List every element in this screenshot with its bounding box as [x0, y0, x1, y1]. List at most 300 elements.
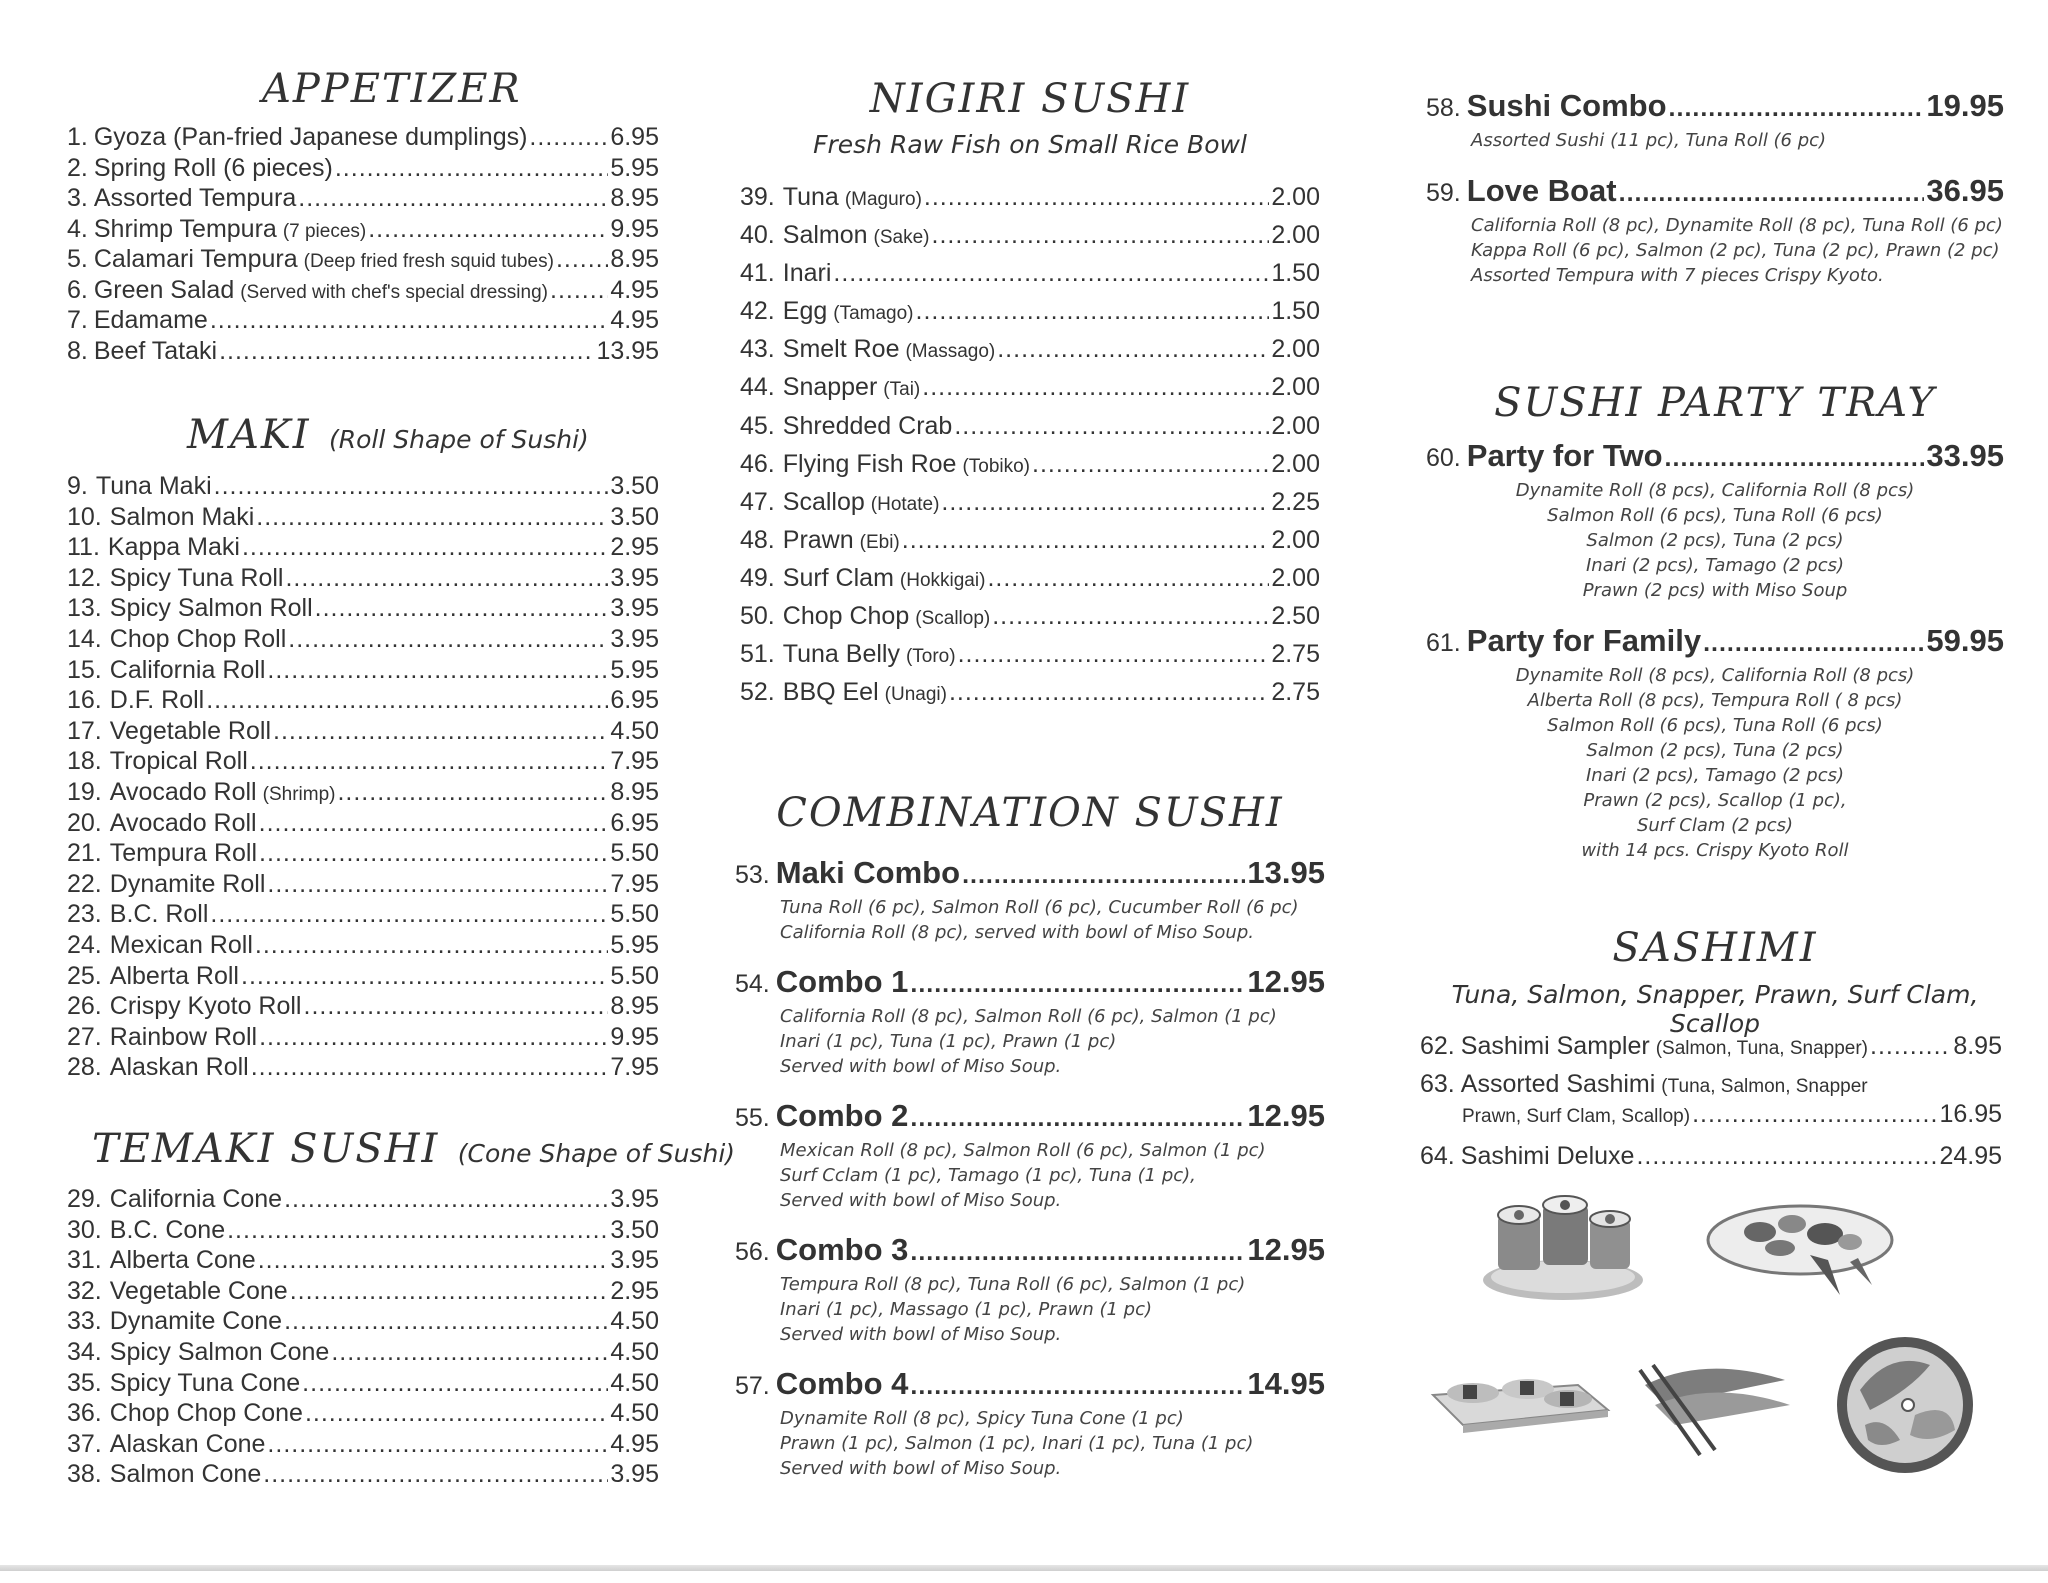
- menu-item: [740, 221, 1320, 259]
- item-number: 1.: [67, 123, 88, 151]
- item-number: 63.: [1420, 1070, 1455, 1098]
- item-number: 21.: [67, 839, 102, 868]
- item-name: Shredded Crab: [782, 411, 953, 440]
- item-number: 37.: [67, 1429, 102, 1458]
- combo-header: [1426, 438, 2004, 474]
- item-leader-dots: [214, 472, 609, 501]
- item-description: [1426, 478, 2004, 603]
- sashimi-title: SASHIMI: [1612, 925, 1818, 971]
- combo-header: [735, 1232, 1325, 1268]
- item-price: 16.95: [1939, 1100, 2002, 1128]
- menu-item: [67, 686, 659, 717]
- item-leader-dots: [256, 503, 608, 532]
- item-name: Party for Family: [1466, 623, 1702, 658]
- menu-item: [67, 1246, 659, 1277]
- item-price: 3.95: [610, 1185, 659, 1213]
- menu-item: [67, 962, 659, 993]
- item-price: 12.95: [1247, 964, 1325, 999]
- menu-item: [740, 602, 1320, 640]
- item-price: 3.95: [610, 594, 659, 623]
- item-number: 62.: [1420, 1032, 1455, 1060]
- item-leader-dots: [219, 337, 594, 366]
- item-leader-dots: [992, 602, 1269, 631]
- item-leader-dots: [833, 259, 1269, 288]
- nigiri-board-icon: [1428, 1355, 1613, 1445]
- item-number: 40.: [740, 221, 775, 250]
- item-name: California Roll: [109, 655, 266, 684]
- item-number: 38.: [67, 1460, 102, 1489]
- item-price: 4.50: [610, 1307, 659, 1336]
- item-leader-dots: [910, 1372, 1245, 1401]
- item-price: 2.75: [1271, 678, 1320, 707]
- temaki-list: [67, 1185, 659, 1491]
- menu-item: [67, 472, 659, 503]
- menu-item: [67, 564, 659, 595]
- item-leader-dots: [284, 1307, 608, 1336]
- description-line: Kappa Roll (6 pc), Salmon (2 pc), Tuna (2 pc), Prawn (2 pc): [1471, 240, 2000, 261]
- item-name: Rainbow Roll: [109, 1022, 258, 1051]
- item-leader-dots: [910, 970, 1245, 999]
- item-note: (Maguro): [844, 189, 922, 210]
- item-price: 59.95: [1926, 623, 2004, 658]
- item-name: B.C. Roll: [109, 900, 209, 929]
- item-number: 22.: [67, 869, 102, 898]
- maki-heading: [187, 412, 589, 458]
- item-name: Love Boat: [1466, 173, 1617, 208]
- description-line: Dynamite Roll (8 pcs), California Roll (8 pcs): [1515, 665, 1915, 686]
- item-price: 4.95: [610, 275, 659, 304]
- item-leader-dots: [251, 1053, 609, 1082]
- item-leader-dots: [227, 1216, 608, 1245]
- item-number: 29.: [67, 1185, 102, 1213]
- item-price: 1.50: [1271, 297, 1320, 326]
- description-line: Served with bowl of Miso Soup.: [780, 1190, 1062, 1211]
- item-number: 27.: [67, 1022, 102, 1051]
- menu-item: [740, 183, 1320, 221]
- menu-item: [67, 1338, 659, 1369]
- menu-item: [740, 526, 1320, 564]
- item-name: Tuna Maki: [95, 472, 212, 500]
- item-price: 4.95: [610, 306, 659, 334]
- description-line: Salmon (2 pcs), Tuna (2 pcs): [1586, 530, 1844, 551]
- item-number: 34.: [67, 1337, 102, 1366]
- item-number: 6.: [67, 275, 88, 304]
- item-number: 24.: [67, 930, 102, 959]
- appetizer-list: [67, 123, 659, 367]
- description-line: with 14 pcs. Crispy Kyoto Roll: [1581, 840, 1849, 861]
- menu-item: [67, 245, 659, 276]
- item-leader-dots: [210, 900, 608, 929]
- description-line: Served with bowl of Miso Soup.: [780, 1056, 1062, 1077]
- menu-item: [740, 373, 1320, 411]
- item-leader-dots: [941, 488, 1269, 517]
- item-description: [735, 1004, 1325, 1079]
- item-price: 2.00: [1271, 373, 1320, 402]
- menu-item: [67, 1185, 659, 1216]
- item-number: 36.: [67, 1399, 102, 1428]
- item-number: 49.: [740, 563, 775, 592]
- item-name: Sushi Combo: [1466, 88, 1667, 123]
- item-name: Shrimp Tempura: [93, 214, 277, 243]
- item-number: 53.: [735, 861, 770, 889]
- item-number: 8.: [67, 336, 88, 365]
- item-name: Beef Tataki: [93, 336, 218, 365]
- item-leader-dots: [259, 1023, 608, 1052]
- item-price: 3.95: [610, 1246, 659, 1275]
- item-number: 4.: [67, 214, 88, 243]
- item-note: (Sake): [873, 227, 930, 249]
- item-price: 5.50: [610, 900, 659, 929]
- combo-header: [735, 964, 1325, 1000]
- item-note: (Deep fried fresh squid tubes): [303, 251, 554, 272]
- item-number: 19.: [67, 777, 102, 806]
- item-note: (Served with chef's special dressing): [240, 281, 548, 303]
- item-price: 3.50: [610, 1215, 659, 1244]
- nigiri-list: [740, 183, 1320, 716]
- menu-item: [67, 123, 659, 154]
- item-leader-dots: [335, 154, 608, 183]
- item-name: Tropical Roll: [109, 747, 248, 776]
- item-note: (Shrimp): [262, 783, 336, 805]
- item-price: 1.50: [1271, 259, 1320, 288]
- description-line: Alberta Roll (8 pcs), Tempura Roll ( 8 pcs): [1527, 690, 1903, 711]
- menu-item: [67, 1023, 659, 1054]
- description-line: Salmon Roll (6 pcs), Tuna Roll (6 pcs): [1547, 505, 1883, 526]
- description-line: Assorted Tempura with 7 pieces Crispy Kyoto.: [1471, 265, 1884, 286]
- item-name: BBQ Eel: [782, 678, 879, 707]
- item-name: Surf Clam: [782, 563, 894, 592]
- combo-item: [1426, 88, 2004, 153]
- temaki-title: TEMAKI SUSHI: [92, 1126, 440, 1172]
- description-line: Salmon Roll (6 pcs), Tuna Roll (6 pcs): [1547, 715, 1883, 736]
- description-line: Dynamite Roll (8 pcs), California Roll (8 pcs): [1515, 480, 1915, 501]
- item-price: 4.50: [610, 1368, 659, 1397]
- combo-item: [735, 964, 1325, 1079]
- item-note: (Scallop): [915, 608, 991, 630]
- menu-item: [67, 992, 659, 1023]
- item-name: Alaskan Cone: [109, 1429, 266, 1458]
- menu-item: [67, 747, 659, 778]
- item-leader-dots: [1665, 444, 1925, 473]
- item-leader-dots: [285, 564, 608, 593]
- item-leader-dots: [1870, 1032, 1951, 1061]
- item-price: 8.95: [610, 992, 659, 1021]
- item-number: 42.: [740, 297, 775, 326]
- menu-item: [67, 1277, 659, 1308]
- item-name: Dynamite Cone: [109, 1307, 283, 1336]
- party-title: SUSHI PARTY TRAY: [1494, 380, 1936, 426]
- combo-item: [735, 1232, 1325, 1347]
- item-name: Tuna: [782, 183, 839, 211]
- item-price: 2.95: [610, 1276, 659, 1305]
- menu-item: [67, 1430, 659, 1461]
- combo-header: [1426, 623, 2004, 659]
- sushi-platter-icon: [1700, 1180, 1900, 1305]
- item-note: (Toro): [905, 646, 956, 668]
- item-number: 61.: [1426, 629, 1461, 657]
- item-price: 6.95: [610, 123, 659, 151]
- menu-item: [67, 1399, 659, 1430]
- menu-item: [740, 259, 1320, 297]
- menu-item: [67, 276, 659, 307]
- item-number: 25.: [67, 961, 102, 990]
- menu-item: [740, 678, 1320, 716]
- item-leader-dots: [288, 625, 608, 654]
- description-line: Surf Cclam (1 pc), Tamago (1 pc), Tuna (1 pc),: [780, 1165, 1196, 1186]
- item-leader-dots: [241, 962, 608, 991]
- item-number: 11.: [67, 533, 100, 562]
- menu-item: [67, 1369, 659, 1400]
- item-number: 48.: [740, 525, 775, 554]
- description-line: Tempura Roll (8 pc), Tuna Roll (6 pc), Salmon (1 pc): [780, 1274, 1246, 1295]
- item-description: [1426, 213, 2004, 288]
- specials-list: [1426, 88, 2004, 308]
- combo-item: [1426, 173, 2004, 288]
- item-leader-dots: [550, 276, 608, 305]
- item-name: Spicy Tuna Cone: [109, 1368, 301, 1397]
- item-description: [735, 1138, 1325, 1213]
- item-leader-dots: [273, 717, 608, 746]
- menu-item: [67, 931, 659, 962]
- item-leader-dots: [958, 640, 1270, 669]
- item-number: 44.: [740, 373, 775, 402]
- item-price: 4.95: [610, 1429, 659, 1458]
- item-number: 23.: [67, 900, 102, 929]
- item-name: Vegetable Cone: [109, 1276, 288, 1305]
- item-price: 2.25: [1271, 487, 1320, 516]
- item-number: 58.: [1426, 94, 1461, 122]
- item-number: 5.: [67, 245, 88, 273]
- item-price: 5.95: [610, 930, 659, 959]
- item-number: 17.: [67, 716, 102, 745]
- item-price: 8.95: [1953, 1032, 2002, 1060]
- item-note: (Ebi): [859, 531, 900, 553]
- item-name: Vegetable Roll: [109, 716, 271, 745]
- assorted-line-2: [1420, 1100, 2002, 1134]
- menu-item: [740, 412, 1320, 450]
- description-line: Inari (2 pcs), Tamago (2 pcs): [1585, 555, 1844, 576]
- item-number: 16.: [67, 686, 102, 715]
- item-leader-dots: [305, 1399, 608, 1428]
- item-name: Party for Two: [1466, 438, 1663, 473]
- item-price: 4.50: [610, 1337, 659, 1366]
- item-number: 45.: [740, 411, 775, 440]
- item-price: 3.95: [610, 624, 659, 653]
- item-name: Avocado Roll: [109, 808, 257, 837]
- item-price: 3.50: [610, 502, 659, 531]
- item-price: 13.95: [1247, 855, 1325, 890]
- sashimi-subtitle: Tuna, Salmon, Snapper, Prawn, Surf Clam, Scallop: [1451, 980, 1979, 1038]
- item-name: Alberta Cone: [109, 1246, 256, 1275]
- item-number: 31.: [67, 1246, 102, 1275]
- item-number: 51.: [740, 640, 775, 669]
- item-price: 8.95: [610, 777, 659, 806]
- item-leader-dots: [304, 992, 609, 1021]
- item-leader-dots: [1619, 179, 1925, 208]
- item-name: Snapper: [782, 373, 878, 402]
- item-number: 10.: [67, 502, 102, 531]
- item-name: Combo 4: [775, 1366, 909, 1401]
- item-name: Spicy Tuna Roll: [109, 563, 284, 592]
- item-name: Chop Chop Roll: [109, 624, 287, 653]
- item-price: 8.95: [610, 184, 659, 212]
- item-leader-dots: [556, 245, 608, 274]
- item-leader-dots: [263, 1460, 608, 1489]
- item-name: Tempura Roll: [109, 839, 258, 868]
- menu-item: [740, 297, 1320, 335]
- item-name: Chop Chop Cone: [109, 1399, 303, 1428]
- item-price: 2.00: [1271, 525, 1320, 554]
- maki-title: MAKI: [187, 412, 311, 458]
- item-price: 5.95: [610, 153, 659, 182]
- item-number: 26.: [67, 992, 102, 1021]
- description-line: Inari (2 pcs), Tamago (2 pcs): [1585, 765, 1844, 786]
- menu-item: [67, 839, 659, 870]
- item-price: 7.95: [610, 747, 659, 776]
- item-number: 55.: [735, 1104, 770, 1132]
- item-leader-dots: [337, 778, 608, 807]
- description-line: Served with bowl of Miso Soup.: [780, 1458, 1062, 1479]
- item-number: 13.: [67, 594, 102, 623]
- description-line: California Roll (8 pc), Dynamite Roll (8 pc), Tuna Roll (6 pc): [1471, 215, 2003, 236]
- item-name: Kappa Maki: [107, 533, 240, 562]
- menu-item: [67, 1307, 659, 1338]
- item-price: 6.95: [610, 686, 659, 715]
- menu-item-assorted: [1420, 1070, 2002, 1142]
- assorted-line-1: [1420, 1070, 2002, 1100]
- item-description: [1426, 663, 2004, 863]
- prawn-chopsticks-icon: [1625, 1350, 1800, 1460]
- combination-title: COMBINATION SUSHI: [776, 790, 1284, 836]
- item-price: 2.00: [1271, 335, 1320, 364]
- item-price: 2.00: [1271, 563, 1320, 592]
- item-name: California Cone: [109, 1185, 283, 1213]
- menu-item: [67, 656, 659, 687]
- item-price: 2.00: [1271, 449, 1320, 478]
- item-name: Green Salad: [93, 275, 235, 304]
- sushi-roll-plate-icon: [1468, 1185, 1648, 1305]
- combo-item: [1426, 438, 2004, 603]
- combo-item: [1426, 623, 2004, 863]
- item-leader-dots: [258, 1246, 609, 1275]
- description-line: Mexican Roll (8 pc), Salmon Roll (6 pc), Salmon (1 pc): [780, 1140, 1266, 1161]
- item-price: 3.95: [610, 1460, 659, 1489]
- item-leader-dots: [259, 839, 608, 868]
- item-price: 8.95: [610, 245, 659, 273]
- item-price: 2.00: [1271, 221, 1320, 250]
- combo-header: [735, 855, 1325, 891]
- item-number: 43.: [740, 335, 775, 364]
- item-name: Scallop: [782, 487, 865, 516]
- item-leader-dots: [529, 123, 608, 152]
- description-line: Dynamite Roll (8 pc), Spicy Tuna Cone (1 pc): [780, 1408, 1184, 1429]
- item-number: 30.: [67, 1215, 102, 1244]
- menu-item: [67, 900, 659, 931]
- menu-item: [67, 337, 659, 368]
- item-name: Salmon Maki: [109, 502, 255, 531]
- menu-item: [67, 717, 659, 748]
- item-leader-dots: [902, 526, 1270, 555]
- item-price: 3.95: [610, 563, 659, 592]
- item-leader-dots: [1703, 629, 1924, 658]
- item-leader-dots: [331, 1338, 608, 1367]
- combo-header: [735, 1098, 1325, 1134]
- maki-list: [67, 472, 659, 1084]
- item-price: 36.95: [1926, 173, 2004, 208]
- menu-item: [67, 1053, 659, 1084]
- item-leader-dots: [210, 306, 609, 335]
- item-number: 35.: [67, 1368, 102, 1397]
- description-line: Prawn (2 pcs), Scallop (1 pc),: [1583, 790, 1847, 811]
- item-name: Spicy Salmon Roll: [109, 594, 313, 623]
- menu-item: [67, 594, 659, 625]
- item-name: Dynamite Roll: [109, 869, 266, 898]
- item-name: Sashimi Sampler: [1460, 1032, 1650, 1060]
- item-number: 2.: [67, 153, 88, 182]
- item-price: 2.95: [610, 533, 659, 562]
- item-note: (Massago): [905, 341, 996, 363]
- item-number: 9.: [67, 472, 88, 500]
- item-number: 56.: [735, 1238, 770, 1266]
- item-note: (Hotate): [870, 493, 940, 515]
- description-line: Tuna Roll (6 pc), Salmon Roll (6 pc), Cucumber Roll (6 pc): [780, 897, 1299, 918]
- item-number: 46.: [740, 449, 775, 478]
- description-line: Assorted Sushi (11 pc), Tuna Roll (6 pc): [1471, 130, 1827, 151]
- item-number: 50.: [740, 602, 775, 631]
- item-number: 47.: [740, 487, 775, 516]
- nigiri-title: NIGIRI SUSHI: [869, 76, 1191, 122]
- item-name: Prawn: [782, 525, 854, 554]
- item-leader-dots: [1636, 1142, 1937, 1171]
- item-note: (Hokkigai): [899, 569, 986, 591]
- item-number: 12.: [67, 563, 102, 592]
- item-name: Maki Combo: [775, 855, 961, 890]
- item-leader-dots: [267, 1430, 608, 1459]
- combination-list: [735, 855, 1325, 1500]
- item-price: 9.95: [610, 1022, 659, 1051]
- item-name: Smelt Roe: [782, 335, 900, 364]
- item-leader-dots: [962, 861, 1245, 890]
- menu-item: [740, 335, 1320, 373]
- item-price: 2.75: [1271, 640, 1320, 669]
- item-number: 3.: [67, 184, 88, 212]
- item-name: Spicy Salmon Cone: [109, 1337, 330, 1366]
- menu-item: [67, 215, 659, 246]
- combo-item: [735, 1366, 1325, 1481]
- description-line: California Roll (8 pc), served with bowl of Miso Soup.: [780, 922, 1254, 943]
- menu-item: [67, 625, 659, 656]
- description-line: Inari (1 pc), Massago (1 pc), Prawn (1 pc): [780, 1299, 1153, 1320]
- item-leader-dots: [302, 1369, 608, 1398]
- item-name: Assorted Sashimi: [1460, 1070, 1656, 1098]
- combo-header: [735, 1366, 1325, 1402]
- description-line: Served with bowl of Miso Soup.: [780, 1324, 1062, 1345]
- menu-item: [67, 503, 659, 534]
- item-note: (Salmon, Tuna, Snapper): [1655, 1038, 1869, 1059]
- temaki-heading: [92, 1126, 735, 1172]
- temaki-subtitle: (Cone Shape of Sushi): [457, 1139, 736, 1168]
- nigiri-subtitle: Fresh Raw Fish on Small Rice Bowl: [813, 130, 1247, 159]
- item-name: Chop Chop: [782, 602, 910, 631]
- item-name: Flying Fish Roe: [782, 449, 957, 478]
- item-name: Spring Roll (6 pieces): [93, 153, 333, 182]
- description-line: Inari (1 pc), Tuna (1 pc), Prawn (1 pc): [780, 1031, 1117, 1052]
- menu-item: [740, 450, 1320, 488]
- item-price: 33.95: [1926, 438, 2004, 473]
- item-price: 5.50: [610, 961, 659, 990]
- item-number: 14.: [67, 624, 102, 653]
- description-line: California Roll (8 pc), Salmon Roll (6 pc), Salmon (1 pc): [780, 1006, 1277, 1027]
